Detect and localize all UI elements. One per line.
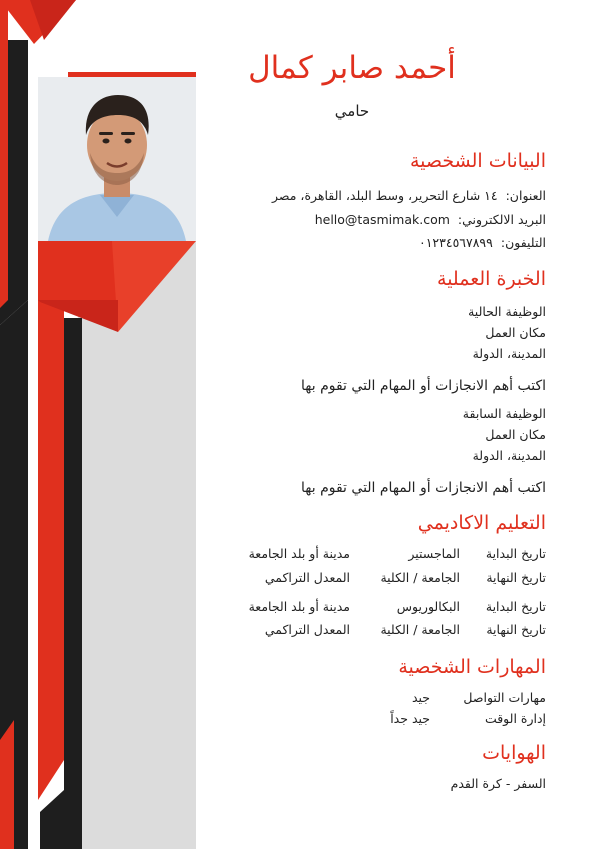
job-1-tasks: اكتب أهم الانجازات أو المهام التي تقوم بها	[301, 378, 546, 394]
profile-photo	[38, 77, 196, 241]
address-line	[272, 188, 546, 203]
edu-2-start: تاريخ البداية	[485, 599, 546, 614]
email-value: hello@tasmimak.com	[314, 212, 450, 227]
job-2-place: مكان العمل	[485, 427, 546, 442]
edu-1-school: الجامعة / الكلية	[380, 570, 460, 585]
hobbies-text: السفر - كرة القدم	[450, 776, 546, 791]
section-title-hobbies: الهوايات	[482, 742, 546, 764]
edu-1-start: تاريخ البداية	[485, 546, 546, 561]
edu-1-end: تاريخ النهاية	[486, 570, 546, 585]
skill-2-level: جيد جداً	[390, 711, 430, 726]
job-2-position: الوظيفة السابقة	[462, 406, 546, 421]
edu-1-gpa: المعدل التراكمي	[264, 570, 350, 585]
full-name: أحمد صابر كمال	[248, 50, 456, 86]
edu-2-degree: البكالوريوس	[396, 599, 460, 614]
address-label: العنوان:	[505, 188, 546, 203]
job-2-location: المدينة، الدولة	[472, 448, 546, 463]
job-1-position: الوظيفة الحالية	[468, 304, 546, 319]
edu-2-end: تاريخ النهاية	[486, 622, 546, 637]
job-1-location: المدينة، الدولة	[472, 346, 546, 361]
edu-2-school: الجامعة / الكلية	[380, 622, 460, 637]
phone-value: ٠١٢٣٤٥٦٧٨٩٩	[419, 235, 493, 250]
job-1-place: مكان العمل	[485, 325, 546, 340]
skill-1-level: جيد	[411, 690, 430, 705]
edu-1-degree: الماجستير	[408, 546, 460, 561]
person-avatar-icon	[38, 77, 196, 241]
section-title-personal: البيانات الشخصية	[409, 150, 546, 172]
section-title-skills: المهارات الشخصية	[398, 656, 546, 678]
skill-1-name: مهارات التواصل	[463, 690, 546, 705]
section-title-education: التعليم الاكاديمي	[417, 512, 546, 534]
edu-2-gpa: المعدل التراكمي	[264, 622, 350, 637]
phone-line	[419, 235, 546, 250]
skill-2-name: إدارة الوقت	[484, 711, 546, 726]
email-line	[315, 212, 546, 227]
phone-label: التليفون:	[500, 235, 546, 250]
job-title: حامي	[334, 102, 370, 120]
edu-2-city: مدينة أو بلد الجامعة	[248, 599, 350, 614]
email-label: البريد الالكتروني:	[457, 212, 546, 227]
edu-1-city: مدينة أو بلد الجامعة	[248, 546, 350, 561]
section-title-experience: الخبرة العملية	[437, 268, 546, 290]
address-value: ١٤ شارع التحرير، وسط البلد، القاهرة، مصر	[272, 188, 498, 203]
job-2-tasks: اكتب أهم الانجازات أو المهام التي تقوم بها	[301, 480, 546, 496]
